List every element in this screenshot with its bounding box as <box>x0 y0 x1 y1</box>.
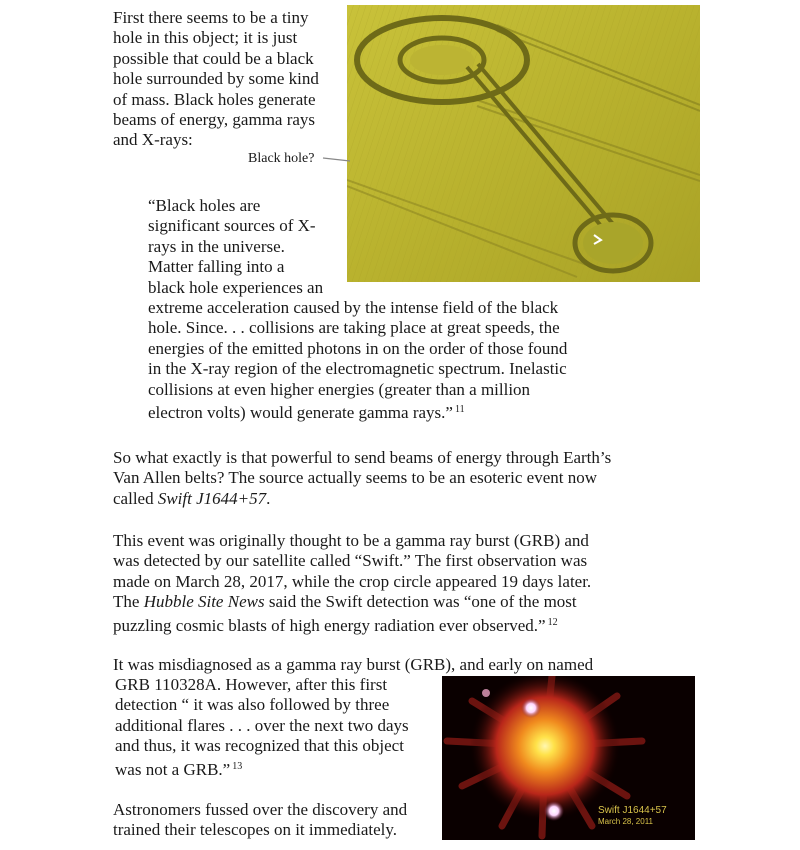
intro-line: hole surrounded by some kind <box>113 69 319 89</box>
quote-line: in the X-ray region of the electromagnetic spectrum. Inelastic <box>148 359 567 379</box>
paragraph-line <box>113 613 591 636</box>
intro-line: beams of energy, gamma rays <box>113 110 316 130</box>
intro-line: of mass. Black holes generate <box>113 89 316 109</box>
swift-image-caption <box>598 805 667 827</box>
text-span: was not a GRB.” <box>115 759 231 779</box>
quote-last-line <box>148 400 567 423</box>
misdiagnosis-paragraph <box>115 675 409 780</box>
swift-caption-name: Swift J1644+57 <box>598 805 667 816</box>
black-hole-quote <box>148 196 567 423</box>
paragraph-line <box>113 592 591 612</box>
quote-line: hole. Since. . . collisions are taking place at great speeds, the <box>148 318 560 338</box>
paragraph-line: Astronomers fussed over the discovery and <box>113 800 408 819</box>
paragraph-line: made on March 28, 2017, while the crop circle appeared 19 days later. <box>113 571 592 591</box>
quote-line: significant sources of X- <box>148 216 316 236</box>
quote-line: black hole experiences an <box>148 277 324 297</box>
quote-line: Matter falling into a <box>148 257 285 277</box>
swift-source-paragraph <box>113 448 611 509</box>
paragraph-line <box>113 489 611 509</box>
swift-caption-date: March 28, 2011 <box>598 817 653 826</box>
text-span: puzzling cosmic blasts of high energy radiation ever observed.” <box>113 615 546 635</box>
paragraph-line: It was misdiagnosed as a gamma ray burst (GRB), and early on named <box>113 655 594 674</box>
hubble-site-news-italic: Hubble Site News <box>143 592 265 612</box>
paragraph-line: was detected by our satellite called “Swift.” The first observation was <box>113 551 588 571</box>
intro-line: and X-rays: <box>113 130 193 150</box>
quote-line: extreme acceleration caused by the intense field of the black <box>148 298 559 318</box>
paragraph-line: GRB 110328A. However, after this first <box>115 675 388 694</box>
intro-paragraph <box>113 8 319 151</box>
paragraph-line: additional flares . . . over the next two days <box>115 715 409 735</box>
quote-text: electron volts) would generate gamma rays.” <box>148 403 453 423</box>
quote-line: rays in the universe. <box>148 236 285 256</box>
callout-leader-line <box>322 154 352 164</box>
paragraph-line: trained their telescopes on it immediately. <box>113 820 398 840</box>
intro-line: First there seems to be a tiny <box>113 8 309 27</box>
grb-detection-paragraph <box>113 531 591 636</box>
intro-line: possible that could be a black <box>113 48 314 68</box>
black-hole-callout-label: Black hole? <box>248 151 315 166</box>
paragraph-line: So what exactly is that powerful to send beams of energy through Earth’s <box>113 448 612 467</box>
quote-line: “Black holes are <box>148 196 261 215</box>
intro-line: hole in this object; it is just <box>113 28 298 48</box>
quote-line: collisions at even higher energies (greater than a million <box>148 379 531 399</box>
footnote-marker: 12 <box>547 616 558 628</box>
text-span: The <box>113 592 144 612</box>
paragraph-line: This event was originally thought to be a gamma ray burst (GRB) and <box>113 531 589 550</box>
paragraph-line <box>115 757 409 780</box>
quote-line: energies of the emitted photons in on the order of those found <box>148 338 568 358</box>
swift-name-italic: Swift J1644+57 <box>157 488 267 508</box>
paragraph-line: detection “ it was also followed by three <box>115 695 390 715</box>
text-span: said the Swift detection was “one of the most <box>264 592 577 612</box>
footnote-marker: 13 <box>232 760 243 772</box>
misdiagnosis-first-line <box>113 655 593 675</box>
paragraph-line: and thus, it was recognized that this object <box>115 736 404 756</box>
text-span: called <box>113 488 158 508</box>
astronomers-paragraph <box>113 800 407 841</box>
footnote-marker: 11 <box>454 404 465 416</box>
text-span: . <box>266 488 271 508</box>
paragraph-line: Van Allen belts? The source actually seems to be an esoteric event now <box>113 468 598 488</box>
